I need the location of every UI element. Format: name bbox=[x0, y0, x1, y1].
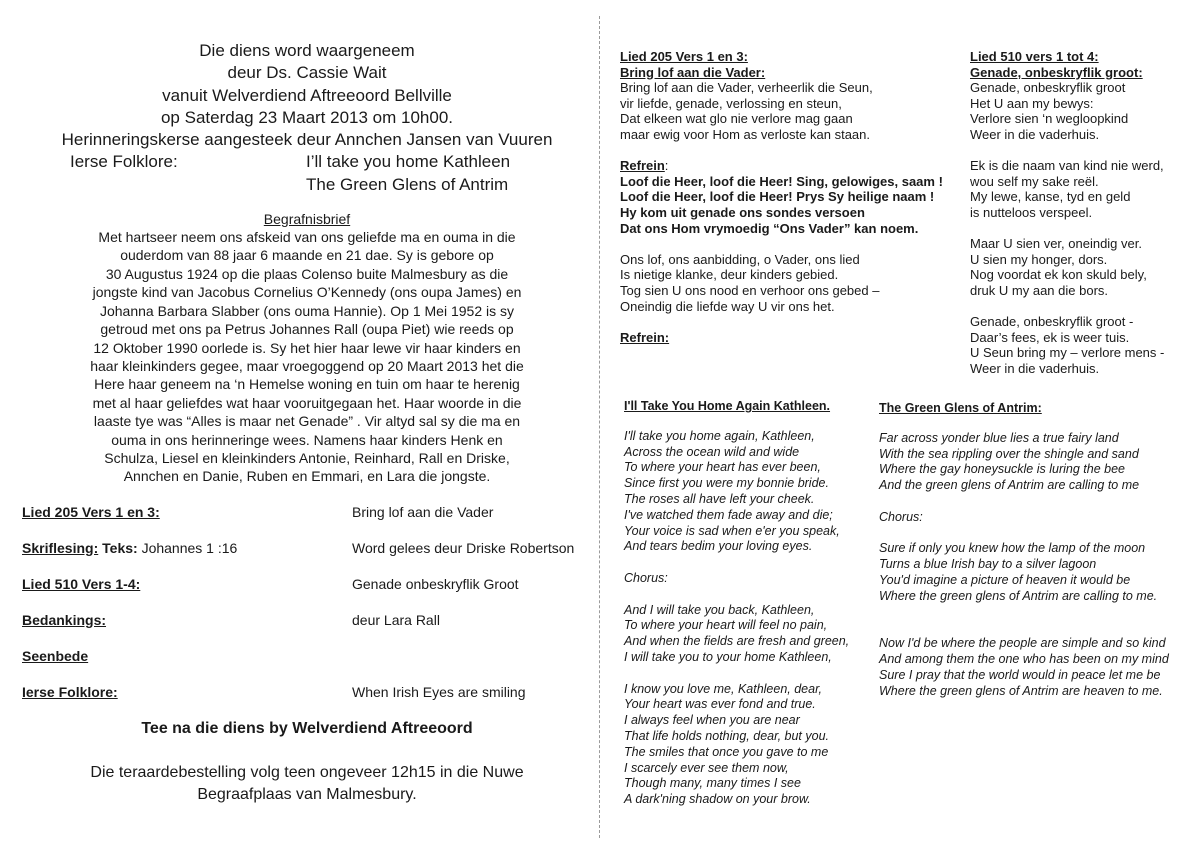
bio-line: Here haar geneem na ‘n Hemelse woning en tuin om haar te herenig bbox=[94, 376, 520, 393]
program-item bbox=[22, 540, 592, 576]
hymn-line: is nutteloos verspeel. bbox=[970, 204, 1093, 220]
bio-line: Johanna Barbara Slabber (ons ouma Hannie). Op 1 Mei 1952 is sy bbox=[99, 302, 514, 319]
hymn-line: Genade, onbeskryflik groot bbox=[970, 80, 1126, 96]
left-panel bbox=[22, 40, 592, 806]
burial-line: Die teraardebestelling volg teen ongeveer 12h15 in die Nuwe bbox=[90, 763, 524, 781]
refrain-label: Refrein bbox=[620, 158, 665, 174]
lyric-line: You'd imagine a picture of heaven it would be bbox=[879, 572, 1131, 587]
kathleen-lyrics bbox=[624, 399, 874, 808]
lyric-line: Where the green glens of Antrim are calling to me. bbox=[879, 588, 1158, 603]
lyric-line: To where your heart has ever been, bbox=[624, 460, 821, 475]
program-item-label: Lied 205 Vers 1 en 3: bbox=[22, 503, 160, 520]
program-item-key bbox=[22, 684, 352, 700]
program-item-key bbox=[22, 540, 352, 556]
program-item-extra: Teks: Johannes 1 :16 bbox=[98, 539, 238, 556]
lyric-line bbox=[879, 620, 1194, 636]
lyric-line: And the green glens of Antrim are calling to me bbox=[879, 478, 1140, 493]
hymn-line: Oneindig die liefde way U vir ons het. bbox=[620, 298, 835, 314]
bio-line: getroud met ons pa Petrus Johannes Rall (oupa Piet) wie reeds op bbox=[100, 321, 514, 338]
refrain-line: Loof die Heer, loof die Heer! Sing, gelowiges, saam ! bbox=[620, 173, 943, 189]
hymn-line: Maar U sien ver, oneindig ver. bbox=[970, 236, 1142, 252]
lyric-line: Far across yonder blue lies a true fairy land bbox=[879, 430, 1119, 445]
hymn-line: Genade, onbeskryflik groot - bbox=[970, 314, 1134, 330]
lyric-line bbox=[624, 666, 874, 682]
kathleen-lines bbox=[624, 429, 874, 808]
header-line: Herinneringskerse aangesteek deur Annchen Jansen van Vuuren bbox=[61, 130, 553, 150]
lyric-line: Sure if only you knew how the lamp of the moon bbox=[879, 541, 1146, 556]
bio-line: laaste tye was “Alles is maar net Genade” . Vir altyd sal sy die ma en bbox=[93, 413, 521, 430]
program-item-value: Genade onbeskryflik Groot bbox=[352, 575, 519, 592]
hymn-205 bbox=[620, 49, 950, 345]
lyric-line: Your heart was ever fond and true. bbox=[624, 697, 816, 712]
hymn-line: Nog voordat ek kon skuld bely, bbox=[970, 267, 1147, 283]
lyric-line: Your voice is sad when e'er you speak, bbox=[624, 523, 840, 538]
lyric-line: That life holds nothing, dear, but you. bbox=[624, 728, 829, 743]
lyric-line: Sure I pray that the world would in peace let me be bbox=[879, 667, 1161, 682]
program-item bbox=[22, 648, 592, 684]
program-item-value: deur Lara Rall bbox=[352, 611, 440, 628]
bio-text bbox=[22, 228, 592, 486]
hymn-line: U sien my honger, dors. bbox=[970, 251, 1108, 267]
hymn-510-subheading: Genade, onbeskryflik groot: bbox=[970, 64, 1143, 80]
lyric-line: I always feel when you are near bbox=[624, 713, 800, 728]
folk-song: The Green Glens of Antrim bbox=[306, 174, 509, 194]
lyric-line: To where your heart will feel no pain, bbox=[624, 618, 828, 633]
hymn-line: Ons lof, ons aanbidding, o Vader, ons lied bbox=[620, 251, 860, 267]
program-item bbox=[22, 684, 592, 720]
hymn-510-heading: Lied 510 vers 1 tot 4: bbox=[970, 49, 1099, 64]
program-item bbox=[22, 612, 592, 648]
lyric-line: I'll take you home again, Kathleen, bbox=[624, 428, 815, 443]
lyric-line: Chorus: bbox=[879, 509, 923, 524]
hymn-line: My lewe, kanse, tyd en geld bbox=[970, 189, 1131, 205]
bio-line: Schulza, Liesel en kleinkinders Antonie, Reinhard, Rall en Driske, bbox=[104, 449, 510, 466]
header-line: op Saterdag 23 Maart 2013 om 10h00. bbox=[160, 107, 454, 127]
hymn-510 bbox=[970, 49, 1185, 376]
hymn-line: maar ewig voor Hom as verloste kan staan. bbox=[620, 126, 870, 142]
antrim-lyrics bbox=[879, 401, 1194, 699]
program-item-label: Bedankings: bbox=[22, 611, 107, 628]
folk-song: I’ll take you home Kathleen bbox=[306, 152, 511, 172]
antrim-lines bbox=[879, 431, 1194, 700]
program-item-key bbox=[22, 612, 352, 628]
lyric-line: And tears bedim your loving eyes. bbox=[624, 539, 813, 554]
lyric-line: Turns a blue Irish bay to a silver lagoon bbox=[879, 557, 1097, 572]
lyric-line: Though many, many times I see bbox=[624, 776, 801, 791]
program-item-label: Ierse Folklore: bbox=[22, 683, 118, 700]
hymn-line: Het U aan my bewys: bbox=[970, 95, 1094, 111]
header-line: vanuit Welverdiend Aftreeoord Bellville bbox=[162, 85, 452, 105]
lyric-line: Where the green glens of Antrim are heaven to me. bbox=[879, 683, 1163, 698]
lyric-line: I scarcely ever see them now, bbox=[624, 760, 789, 775]
hymn-line: Verlore sien ‘n wegloopkind bbox=[970, 111, 1129, 127]
refrain-end: Refrein: bbox=[620, 329, 670, 345]
bio-line: Annchen en Danie, Ruben en Emmari, en Lara die jongste. bbox=[123, 468, 491, 485]
folk-label: Ierse Folklore: bbox=[70, 152, 178, 172]
tea-notice: Tee na die diens by Welverdiend Aftreeoord bbox=[141, 719, 473, 737]
bio-title: Begrafnisbrief bbox=[263, 211, 351, 228]
hymn-205-verse-1 bbox=[620, 80, 950, 142]
lyric-line bbox=[624, 587, 874, 603]
hymn-line: vir liefde, genade, verlossing en steun, bbox=[620, 95, 842, 111]
refrain-colon: : bbox=[664, 158, 669, 174]
antrim-title: The Green Glens of Antrim: bbox=[879, 401, 1042, 415]
bio-line: haar kleinkinders gegee, maar vroegoggend op 20 Maart 2013 het die bbox=[90, 357, 524, 374]
program-item-value: When Irish Eyes are smiling bbox=[352, 683, 526, 700]
program-item-value: Word gelees deur Driske Robertson bbox=[352, 539, 575, 556]
refrain-line: Loof die Heer, loof die Heer! Prys Sy heilige naam ! bbox=[620, 189, 935, 205]
hymn-line: Is nietige klanke, deur kinders gebied. bbox=[620, 267, 839, 283]
lyric-line: Chorus: bbox=[624, 570, 668, 585]
header-line: Die diens word waargeneem bbox=[199, 41, 415, 60]
program-item-label: Seenbede bbox=[22, 647, 89, 664]
lyric-line: A dark'ning shadow on your brow. bbox=[624, 792, 811, 807]
lyric-line: The smiles that once you gave to me bbox=[624, 744, 829, 759]
lyric-line: I know you love me, Kathleen, dear, bbox=[624, 681, 823, 696]
lyric-line: And among them the one who has been on my mind bbox=[879, 651, 1169, 666]
lyric-line: Now I'd be where the people are simple and so kind bbox=[879, 636, 1166, 651]
lyric-line: I've watched them fade away and die; bbox=[624, 507, 833, 522]
hymn-line: Tog sien U ons nood en verhoor ons gebed – bbox=[620, 282, 880, 298]
folk-line bbox=[22, 151, 592, 173]
lyric-line: Where the gay honeysuckle is luring the bee bbox=[879, 462, 1125, 477]
lyric-line bbox=[879, 526, 1194, 542]
lyric-line: And when the fields are fresh and green, bbox=[624, 634, 850, 649]
hymn-line: Dat elkeen wat glo nie verlore mag gaan bbox=[620, 111, 853, 127]
program-item-label: Skriflesing: bbox=[22, 539, 99, 556]
refrain-line: Hy kom uit genade ons sondes versoen bbox=[620, 204, 865, 220]
hymn-line: wou self my sake reël. bbox=[970, 173, 1099, 189]
program-item bbox=[22, 576, 592, 612]
hymn-510-verses bbox=[970, 80, 1185, 376]
service-header bbox=[22, 40, 592, 151]
program-item-value: Bring lof aan die Vader bbox=[352, 503, 494, 520]
bio-line: ouderdom van 88 jaar 6 maande en 21 dae. Sy is gebore op bbox=[120, 247, 494, 264]
lyric-line: Since first you were my bonnie bride. bbox=[624, 476, 829, 491]
program-item-key bbox=[22, 576, 352, 592]
hymn-line: Daar’s fees, ek is weer tuis. bbox=[970, 329, 1130, 345]
lyric-line: And I will take you back, Kathleen, bbox=[624, 602, 815, 617]
folk-line bbox=[22, 174, 592, 196]
hymn-205-refrain bbox=[620, 174, 950, 236]
burial-notice bbox=[22, 762, 592, 806]
lyric-line bbox=[879, 605, 1194, 621]
bio-line: jongste kind van Jacobus Cornelius O’Kennedy (ons oupa James) en bbox=[92, 284, 522, 301]
burial-line: Begraafplaas van Malmesbury. bbox=[197, 785, 417, 803]
lyric-line bbox=[879, 494, 1194, 510]
bio-line: 30 Augustus 1924 op die plaas Colenso buite Malmesbury as die bbox=[105, 265, 509, 282]
bio-line: 12 Oktober 1990 oorlede is. Sy het hier haar lewe vir haar kinders en bbox=[93, 339, 521, 356]
hymn-line: Weer in die vaderhuis. bbox=[970, 126, 1100, 142]
program-item bbox=[22, 504, 592, 540]
refrain-line: Dat ons Hom vrymoedig “Ons Vader” kan noem. bbox=[620, 220, 919, 236]
hymn-line: U Seun bring my – verlore mens - bbox=[970, 345, 1165, 361]
refrain-heading bbox=[620, 158, 950, 174]
program-list bbox=[22, 504, 592, 720]
bio-line: ouma in ons herinneringe wees. Namens haar kinders Henk en bbox=[111, 431, 503, 448]
hymn-line: Ek is die naam van kind nie werd, bbox=[970, 158, 1164, 174]
hymn-line: Bring lof aan die Vader, verheerlik die Seun, bbox=[620, 80, 873, 96]
hymn-205-subheading: Bring lof aan die Vader: bbox=[620, 64, 766, 80]
lyric-line: The roses all have left your cheek. bbox=[624, 491, 815, 506]
hymn-205-heading: Lied 205 Vers 1 en 3: bbox=[620, 49, 748, 64]
lyric-line: With the sea rippling over the shingle and sand bbox=[879, 446, 1139, 461]
bio-line: met al haar geliefdes wat haar vooruitgegaan het. Haar woorde in die bbox=[92, 394, 522, 411]
kathleen-title: I'll Take You Home Again Kathleen. bbox=[624, 399, 831, 413]
hymn-line: druk U my aan die bors. bbox=[970, 282, 1109, 298]
lyric-line bbox=[624, 555, 874, 571]
hymn-205-verse-3 bbox=[620, 252, 950, 314]
lyric-line: I will take you to your home Kathleen, bbox=[624, 649, 832, 664]
program-item-label: Lied 510 Vers 1-4: bbox=[22, 575, 141, 592]
header-line: deur Ds. Cassie Wait bbox=[227, 63, 387, 83]
program-item-key bbox=[22, 504, 352, 520]
hymn-line: Weer in die vaderhuis. bbox=[970, 360, 1100, 376]
fold-line bbox=[599, 16, 600, 838]
lyric-line: Across the ocean wild and wide bbox=[624, 444, 800, 459]
program-item-key bbox=[22, 648, 352, 664]
bio-line: Met hartseer neem ons afskeid van ons geliefde ma en ouma in die bbox=[98, 229, 516, 246]
